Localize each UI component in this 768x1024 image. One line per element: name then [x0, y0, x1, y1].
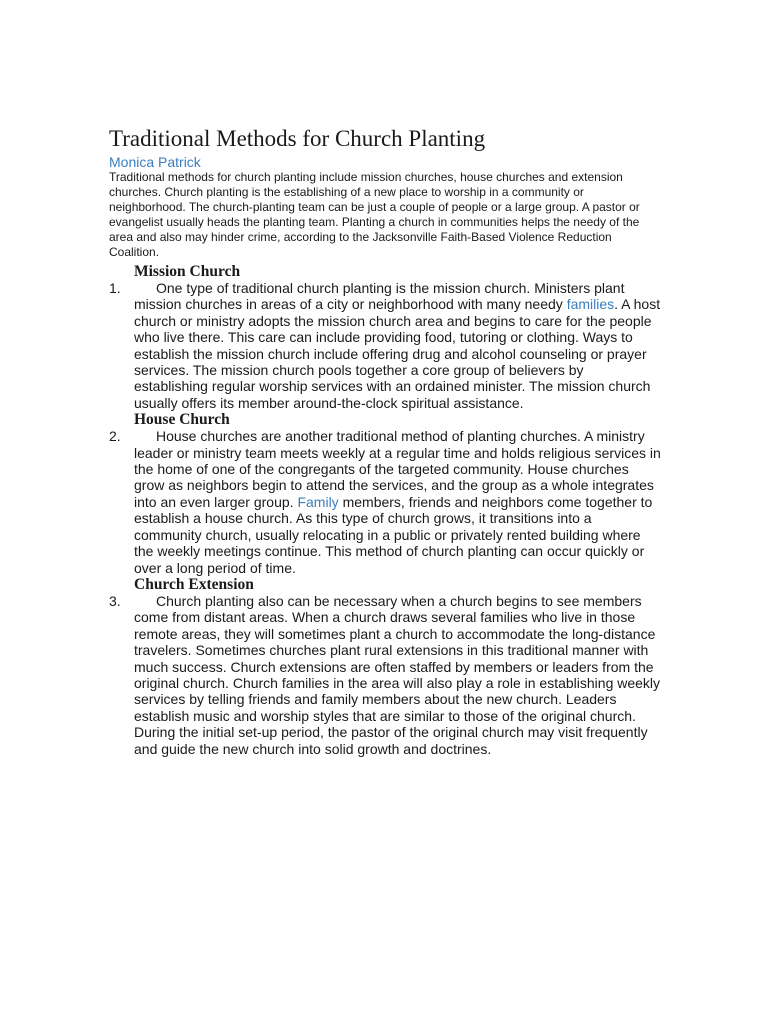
list-number: 2. [109, 428, 121, 445]
section-body [134, 428, 661, 576]
section-heading: Church Extension [134, 575, 254, 593]
body-text-after: members, friends and neighbors come together to establish a house church. As this type of church grows, it transitions into a community church, usually relocating in a public or privately rented building where the weekly meetings continue. This method of church planting can occur quickly or over a long period of time. [134, 493, 653, 576]
section-mission-church [109, 263, 661, 411]
families-link[interactable]: families [566, 296, 615, 313]
document-title: Traditional Methods for Church Planting [109, 126, 486, 151]
section-heading: House Church [134, 411, 230, 429]
body-text-after: . A host church or ministry adopts the mission church area and begins to care for the people who live there. This care can include providing food, tutoring or clothing. Ways to establish the mission church include offering drug and alcohol counseling or prayer services. The mission church pools together a core group of believers by establishing regular worship services with an ordained minister. The mission church usually offers its member around-the-clock spiritual assistance. [134, 296, 661, 411]
author-name[interactable]: Monica Patrick [109, 154, 201, 170]
list-item [109, 428, 661, 576]
list-number: 1. [109, 280, 121, 296]
section-house-church [109, 411, 661, 576]
document-page [109, 124, 661, 757]
section-church-extension [109, 576, 661, 757]
section-heading: Mission Church [134, 263, 241, 280]
list-number: 3. [109, 592, 121, 609]
family-link[interactable]: Family [297, 493, 339, 510]
section-body [134, 593, 661, 757]
intro-paragraph: Traditional methods for church planting include mission churches, house churches and extension churches. Church planting is the establishing of a new place to worship in a community or neighborhood. The church-planting team can be just a couple of people or a large group. A pastor or evangelist usually heads the planting team. Planting a church in communities helps the needy of the area and also may hinder crime, according to the Jacksonville Faith-Based Violence Reduction Coalition. [109, 170, 640, 259]
list-item [109, 593, 661, 757]
list-item [109, 280, 661, 411]
body-text-before: Church planting also can be necessary when a church begins to see members come from distant areas. When a church draws several families who live in those remote areas, they will sometimes plant a church to accommodate the long-distance travelers. Sometimes churches plant rural extensions in this traditional manner with much success. Church extensions are often staffed by members or leaders from the original church. Church families in the area will also play a role in establishing weekly services by telling friends and family members about the new church. Leaders establish music and worship styles that are similar to those of the original church. During the initial set-up period, the pastor of the original church may visit frequently and guide the new church into solid growth and doctrines. [134, 592, 661, 757]
section-body [134, 280, 661, 411]
body-text-before: One type of traditional church planting is the mission church. Ministers plant mission churches in areas of a city or neighborhood with many needy [134, 280, 625, 313]
body-text-before: House churches are another traditional method of planting churches. A ministry leader or ministry team meets weekly at a regular time and holds religious services in the home of one of the congregants of the targeted community. House churches grow as neighbors begin to attend the services, and the group as a whole integrates into an even larger group. [134, 428, 661, 510]
